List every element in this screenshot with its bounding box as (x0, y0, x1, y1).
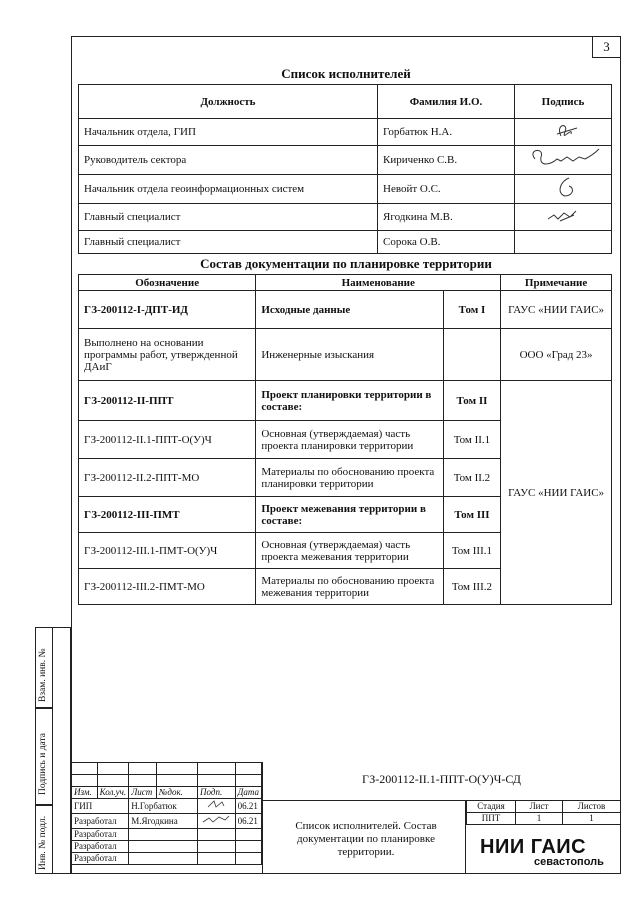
executors-table (78, 84, 612, 254)
table-row (79, 291, 612, 329)
person-role: Разработал (72, 853, 129, 865)
signature-scribble-1 (543, 120, 583, 140)
page-number: 3 (592, 36, 621, 58)
row-note: ГАУС «НИИ ГАИС» (501, 291, 612, 329)
person-role: ГИП (72, 799, 129, 814)
row-position: Главный специалист (79, 204, 378, 231)
signature-image (515, 204, 612, 231)
sheets-value: 1 (563, 813, 621, 825)
row-note: ООО «Град 23» (501, 329, 612, 381)
header-name: Фамилия И.О. (378, 85, 515, 119)
composition-table (78, 274, 612, 605)
composition-title: Состав документации по планировке территории (200, 256, 492, 271)
person-role: Разработал (72, 814, 129, 829)
row-doc-name: Проект планировки территории в составе: (256, 381, 443, 421)
col-header: Подп. (198, 787, 236, 799)
signature-scribble-6 (201, 814, 231, 824)
row-name: Горбатюк Н.А. (378, 119, 515, 146)
person-name: М.Ягодкина (129, 814, 198, 829)
signature-image (515, 146, 612, 175)
table-row (79, 119, 612, 146)
org-logo-main: НИИ ГАИС (480, 836, 587, 858)
row-volume: Том I (443, 291, 500, 329)
signature-image (515, 175, 612, 204)
sign-date-label: Подпись и дата (38, 732, 48, 795)
row-doc-name: Материалы по обоснованию проекта межевания территории (256, 569, 443, 605)
row-volume: Том II (443, 381, 500, 421)
person-name: Н.Горбатюк (129, 799, 198, 814)
row-volume: Том II.1 (443, 421, 500, 459)
stage-value: ППТ (467, 813, 516, 825)
row-doc-name: Основная (утверждаемая) часть проекта планировки территории (256, 421, 443, 459)
table-row (79, 329, 612, 381)
col-header: Кол.уч. (97, 787, 129, 799)
person-role: Разработал (72, 841, 129, 853)
table-row (79, 231, 612, 254)
row-doc-name: Проект межевания территории в составе: (256, 497, 443, 533)
person-date: 06.21 (235, 814, 261, 829)
row-designation: ГЗ-200112-II-ППТ (79, 381, 256, 421)
row-volume: Том III (443, 497, 500, 533)
header-note: Примечание (501, 275, 612, 291)
signature-scribble-5 (204, 799, 228, 809)
people-row (72, 841, 262, 853)
col-header: №док. (156, 787, 197, 799)
table-row (79, 204, 612, 231)
row-name: Ягодкина М.В. (378, 204, 515, 231)
row-position: Начальник отдела, ГИП (79, 119, 378, 146)
row-name: Кириченко С.В. (378, 146, 515, 175)
inv-label: Инв. № подл. (38, 815, 48, 870)
person-date: 06.21 (235, 799, 261, 814)
table-row (79, 175, 612, 204)
table-row (79, 381, 612, 421)
doc-title: Список исполнителей. Состав документации по планировке территории. (295, 820, 437, 858)
person-role: Разработал (72, 829, 129, 841)
row-volume (443, 329, 500, 381)
executors-title: Список исполнителей (281, 66, 411, 81)
title-block-grid (71, 762, 262, 865)
col-header: Дата (235, 787, 261, 799)
header-doc-name: Наименование (256, 275, 501, 291)
row-designation: ГЗ-200112-III.2-ПМТ-МО (79, 569, 256, 605)
signature-scribble-3 (543, 176, 583, 198)
doc-code: ГЗ-200112-II.1-ППТ-О(У)Ч-СД (362, 772, 521, 786)
stage-table (466, 800, 621, 825)
row-volume: Том III.2 (443, 569, 500, 605)
row-name: Невойт О.С. (378, 175, 515, 204)
row-position: Главный специалист (79, 231, 378, 254)
org-logo-sub: севастополь (534, 856, 604, 868)
row-doc-name: Инженерные изыскания (256, 329, 443, 381)
signature-image (515, 119, 612, 146)
people-row (72, 799, 262, 814)
row-doc-name: Основная (утверждаемая) часть проекта межевания территории (256, 533, 443, 569)
row-designation: ГЗ-200112-III-ПМТ (79, 497, 256, 533)
header-signature: Подпись (515, 85, 612, 119)
person-signature (198, 799, 236, 814)
col-header: Изм. (72, 787, 98, 799)
row-position: Руководитель сектора (79, 146, 378, 175)
row-doc-name: Исходные данные (256, 291, 443, 329)
row-volume: Том II.2 (443, 459, 500, 497)
table-row (79, 146, 612, 175)
signature-scribble-2 (523, 147, 603, 169)
person-signature (198, 814, 236, 829)
row-designation: ГЗ-200112-II.2-ППТ-МО (79, 459, 256, 497)
col-header: Лист (129, 787, 157, 799)
sheet-value: 1 (516, 813, 563, 825)
row-designation: ГЗ-200112-III.1-ПМТ-О(У)Ч (79, 533, 256, 569)
row-position: Начальник отдела геоинформационных систем (79, 175, 378, 204)
signature-scribble-4 (538, 205, 588, 225)
sheets-label: Листов (563, 801, 621, 813)
signature-empty (515, 231, 612, 254)
row-volume: Том III.1 (443, 533, 500, 569)
header-designation: Обозначение (79, 275, 256, 291)
row-doc-name: Материалы по обоснованию проекта планировки территории (256, 459, 443, 497)
row-note-merged: ГАУС «НИИ ГАИС» (501, 381, 612, 605)
people-row (72, 853, 262, 865)
header-position: Должность (79, 85, 378, 119)
row-designation: ГЗ-200112-I-ДПТ-ИД (79, 291, 256, 329)
people-row (72, 829, 262, 841)
row-designation: Выполнено на основании программы работ, утвержденной ДАиГ (79, 329, 256, 381)
sheet-label: Лист (516, 801, 563, 813)
row-designation: ГЗ-200112-II.1-ППТ-О(У)Ч (79, 421, 256, 459)
replaced-inv-label: Взам. инв. № (38, 648, 48, 702)
stage-label: Стадия (467, 801, 516, 813)
people-row (72, 814, 262, 829)
row-name: Сорока О.В. (378, 231, 515, 254)
